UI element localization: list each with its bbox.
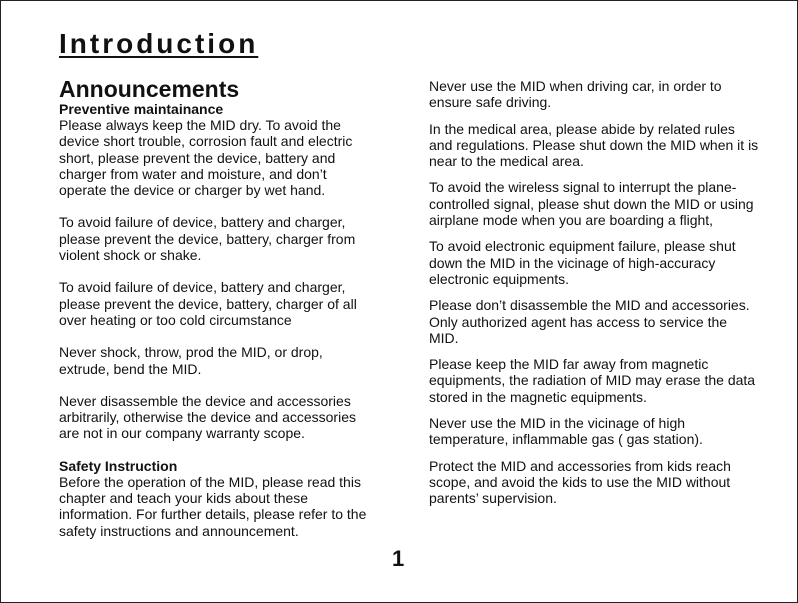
right-column [429,78,759,517]
page-title: Introduction [59,28,259,59]
safety-rule-paragraph: Please keep the MID far away from magnetic equipments, the radiation of MID may erase the data stored in the magnetic equipments. [429,356,756,405]
preventive-paragraph: To avoid failure of device, battery and charger, please prevent the device, battery, charger of all over heating or too cold circumstance [59,279,357,328]
safety-paragraph: Before the operation of the MID, please read this chapter and teach your kids about these information. For further details, please refer to the safety instructions and announcement. [59,473,367,539]
section-heading: Announcements [59,76,240,102]
safety-rule-paragraph: Please don’t disassemble the MID and accessories. Only authorized agent has access to service the MID. [429,297,750,346]
safety-rule-paragraph: In the medical area, please abide by related rules and regulations. Please shut down the MID when it is near to the medical area. [429,120,759,170]
safety-rule-paragraph: To avoid the wireless signal to interrupt the plane-controlled signal, please shut down the MID or using airplane mode when you are boarding a flight, [429,179,754,229]
preventive-heading: Preventive maintainance [59,101,224,117]
preventive-paragraph: Never shock, throw, prod the MID, or drop, extrude, bend the MID. [59,344,323,377]
safety-rule-paragraph: Never use the MID when driving car, in order to ensure safe driving. [429,78,722,111]
safety-rule-paragraph: Never use the MID in the vicinage of high temperature, inflammable gas ( gas station). [429,415,703,448]
left-column [59,77,377,539]
page-number: 1 [392,546,405,571]
safety-rule-paragraph: Protect the MID and accessories from kids reach scope, and avoid the kids to use the MID without parents’ supervision. [429,457,731,507]
safety-heading: Safety Instruction [59,457,178,474]
safety-rule-paragraph: To avoid electronic equipment failure, please shut down the MID in the vicinage of high-accuracy electronic equipments. [429,238,736,287]
preventive-paragraph: To avoid failure of device, battery and charger, please prevent the device, battery, charger from violent shock or shake. [59,214,356,264]
preventive-paragraph: Never disassemble the device and accessories arbitrarily, otherwise the device and accessories are not in our company warranty scope. [59,392,356,442]
preventive-paragraph: Please always keep the MID dry. To avoid the device short trouble, corrosion fault and electric short, please prevent the device, battery and charger from water and moisture, and don’t operate the device or charger by wet hand. [59,117,353,199]
